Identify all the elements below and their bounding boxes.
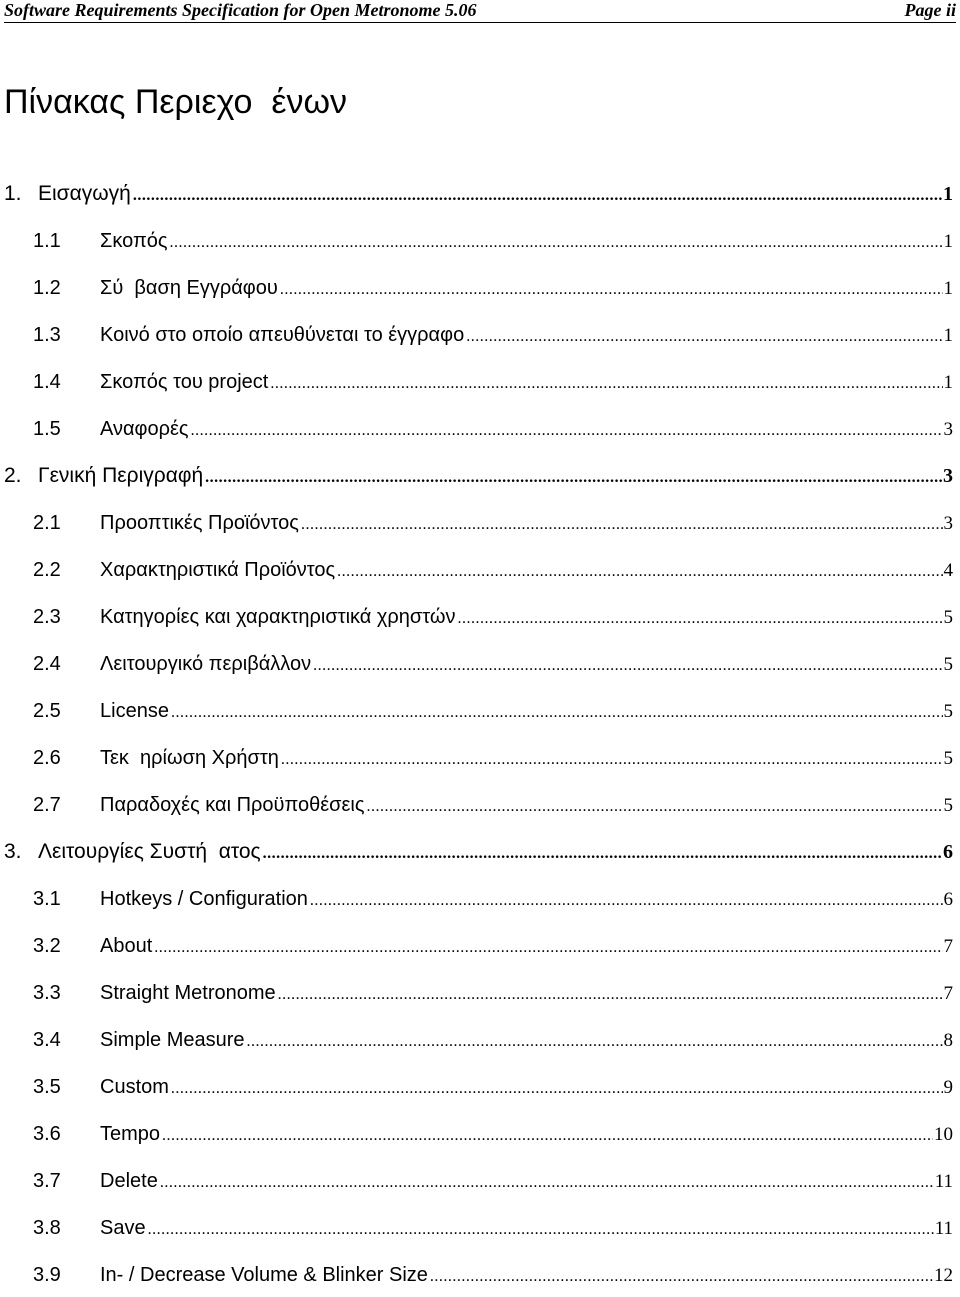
- toc-dot-leader: [428, 1261, 933, 1293]
- toc-entry[interactable]: [0, 601, 960, 633]
- toc-dot-leader: [311, 650, 942, 682]
- toc-entry-line: [100, 1212, 953, 1244]
- toc-entry[interactable]: [0, 554, 960, 586]
- toc-entry-page: 5: [943, 795, 953, 816]
- toc-dot-leader: [308, 885, 943, 917]
- toc-entry-number: 1.2: [33, 277, 61, 299]
- toc-entry-page: 1: [943, 372, 953, 393]
- toc-entry-number: 2.7: [33, 794, 61, 816]
- toc-dot-leader: [169, 697, 943, 729]
- toc-dot-leader: [158, 1167, 934, 1199]
- toc-dot-leader: [189, 415, 943, 447]
- toc-entry-title: Προοπτικές Προϊόντος: [100, 512, 299, 534]
- toc-entry-page: 3: [943, 513, 953, 534]
- toc-entry-number: 3.6: [33, 1123, 61, 1145]
- toc-entry-page: 8: [943, 1030, 953, 1051]
- toc-dot-leader: [146, 1214, 934, 1246]
- toc-entry[interactable]: [0, 930, 960, 962]
- toc-entry-line: [100, 1118, 953, 1150]
- toc-entry[interactable]: [0, 1024, 960, 1056]
- toc-dot-leader: [245, 1026, 943, 1058]
- toc-entry-page: 5: [943, 654, 953, 675]
- toc-entry-line: [100, 366, 953, 398]
- toc-entry-page: 11: [934, 1171, 953, 1192]
- toc-entry-line: [100, 319, 953, 351]
- toc-entry-line: [100, 883, 953, 915]
- toc-entry-page: 3: [943, 465, 953, 487]
- toc-entry-line: [100, 1024, 953, 1056]
- toc-entry[interactable]: [0, 507, 960, 539]
- toc-entry-title: Τεκ ηρίωση Χρήστη: [100, 747, 279, 769]
- document-title: Software Requirements Specification for Open Metronome 5.06: [4, 0, 477, 20]
- toc-entry-number: 3.3: [33, 982, 61, 1004]
- toc-dot-leader: [268, 368, 942, 400]
- toc-dot-leader: [335, 556, 942, 588]
- toc-entry-title: Simple Measure: [100, 1029, 245, 1051]
- page-header: [4, 0, 956, 23]
- toc-entry-title: Χαρακτηριστικά Προϊόντος: [100, 559, 336, 581]
- toc-entry-page: 5: [943, 748, 953, 769]
- toc-entry-number: 3.2: [33, 935, 61, 957]
- toc-entry-line: [38, 178, 953, 210]
- toc-entry-page: 6: [943, 889, 953, 910]
- toc-entry-line: [100, 977, 953, 1009]
- toc-entry-title: Λειτουργίες Συστή ατος: [38, 840, 261, 863]
- toc-entry[interactable]: [0, 460, 960, 492]
- toc-entry-number: 3.4: [33, 1029, 61, 1051]
- toc-dot-leader: [279, 744, 943, 776]
- toc-dot-leader: [131, 180, 942, 212]
- toc-entry-page: 11: [934, 1218, 953, 1239]
- toc-heading: Πίνακας Περιεχο ένων: [4, 83, 348, 121]
- toc-entry[interactable]: [0, 1212, 960, 1244]
- toc-entry-line: [100, 742, 953, 774]
- toc-entry-title: Save: [100, 1217, 146, 1239]
- toc-entry-page: 1: [943, 231, 953, 252]
- toc-entry-title: License: [100, 700, 169, 722]
- toc-entry-line: [100, 225, 953, 257]
- toc-entry-page: 5: [943, 607, 953, 628]
- toc-dot-leader: [168, 227, 943, 259]
- toc-entry-number: 3.7: [33, 1170, 61, 1192]
- toc-entry-title: Εισαγωγή: [38, 182, 131, 205]
- toc-entry[interactable]: [0, 272, 960, 304]
- toc-entry-line: [100, 789, 953, 821]
- toc-entry-line: [100, 554, 953, 586]
- toc-entry-title: Tempo: [100, 1123, 161, 1145]
- toc-entry-title: Αναφορές: [100, 418, 189, 440]
- toc-entry-number: 1.3: [33, 324, 61, 346]
- toc-entry[interactable]: [0, 836, 960, 868]
- toc-entry-page: 10: [934, 1124, 953, 1145]
- toc-entry-line: [100, 272, 953, 304]
- toc-entry-line: [100, 1165, 953, 1197]
- toc-entry-title: About: [100, 935, 153, 957]
- toc-entry-title: Κοινό στο οποίο απευθύνεται το έγγραφο: [100, 324, 465, 346]
- toc-entry-title: Κατηγορίες και χαρακτηριστικά χρηστών: [100, 606, 456, 628]
- toc-dot-leader: [152, 932, 942, 964]
- toc-entry-line: [100, 930, 953, 962]
- toc-dot-leader: [276, 979, 943, 1011]
- toc-entry[interactable]: [0, 225, 960, 257]
- toc-entry-page: 12: [934, 1265, 953, 1286]
- toc-entry-line: [100, 695, 953, 727]
- toc-entry-line: [100, 1259, 953, 1291]
- toc-entry[interactable]: [0, 648, 960, 680]
- toc-entry-number: 2.3: [33, 606, 61, 628]
- toc-entry-title: Straight Metronome: [100, 982, 276, 1004]
- toc-entry-line: [38, 460, 953, 492]
- toc-entry[interactable]: [0, 883, 960, 915]
- toc-entry-number: 1.4: [33, 371, 61, 393]
- toc-entry[interactable]: [0, 977, 960, 1009]
- toc-entry-title: Hotkeys / Configuration: [100, 888, 308, 910]
- toc-entry-title: Σκοπός του project: [100, 371, 269, 393]
- toc-entry[interactable]: [0, 1071, 960, 1103]
- toc-entry-number: 1.1: [33, 230, 61, 252]
- toc-entry-page: 1: [943, 278, 953, 299]
- toc-entry-line: [100, 507, 953, 539]
- toc-dot-leader: [203, 462, 942, 494]
- toc-entry-number: 1.5: [33, 418, 61, 440]
- toc-entry-page: 1: [943, 183, 953, 205]
- toc-entry-line: [100, 1071, 953, 1103]
- toc-entry-title: In- / Decrease Volume & Blinker Size: [100, 1264, 428, 1286]
- toc-entry-number: 3.1: [33, 888, 61, 910]
- page-number: Page ii: [904, 0, 956, 20]
- toc-entry[interactable]: [0, 742, 960, 774]
- toc-entry[interactable]: [0, 319, 960, 351]
- toc-entry-number: 2.2: [33, 559, 61, 581]
- toc-entry-line: [100, 648, 953, 680]
- toc-entry-number: 1.: [4, 182, 22, 205]
- toc-entry-title: Σύ βαση Εγγράφου: [100, 277, 278, 299]
- toc-entry-number: 3.5: [33, 1076, 61, 1098]
- toc-entry-title: Custom: [100, 1076, 169, 1098]
- toc-entry-title: Σκοπός: [100, 230, 168, 252]
- toc-entry-page: 4: [943, 560, 953, 581]
- toc-entry-number: 2.4: [33, 653, 61, 675]
- toc-entry-number: 2.5: [33, 700, 61, 722]
- toc-entry-page: 7: [943, 983, 953, 1004]
- toc-entry-title: Παραδοχές και Προϋποθέσεις: [100, 794, 365, 816]
- toc-dot-leader: [278, 274, 943, 306]
- toc-entry-number: 3.: [4, 840, 22, 863]
- toc-entry-page: 1: [943, 325, 953, 346]
- toc-entry-title: Γενική Περιγραφή: [38, 464, 204, 487]
- toc-entry-title: Λειτουργικό περιβάλλον: [100, 653, 312, 675]
- toc-entry-number: 3.8: [33, 1217, 61, 1239]
- toc-dot-leader: [299, 509, 943, 541]
- toc-dot-leader: [160, 1120, 933, 1152]
- toc-entry-page: 3: [943, 419, 953, 440]
- toc-entry-number: 2.: [4, 464, 22, 487]
- toc-dot-leader: [365, 791, 943, 823]
- toc-dot-leader: [261, 838, 942, 870]
- toc-entry-line: [100, 413, 953, 445]
- toc-entry-line: [38, 836, 953, 868]
- toc-entry[interactable]: [0, 695, 960, 727]
- toc-entry-title: Delete: [100, 1170, 158, 1192]
- toc-entry-line: [100, 601, 953, 633]
- toc-entry[interactable]: [0, 789, 960, 821]
- toc-entry[interactable]: [0, 1165, 960, 1197]
- toc-entry-number: 2.1: [33, 512, 61, 534]
- toc-dot-leader: [464, 321, 942, 353]
- toc-entry[interactable]: [0, 1259, 960, 1291]
- toc-entry[interactable]: [0, 178, 960, 210]
- toc-dot-leader: [169, 1073, 943, 1105]
- toc-entry[interactable]: [0, 1118, 960, 1150]
- toc-entry-page: 9: [943, 1077, 953, 1098]
- toc-entry[interactable]: [0, 413, 960, 445]
- toc-entry-page: 6: [943, 841, 953, 863]
- toc-entry[interactable]: [0, 366, 960, 398]
- toc-dot-leader: [456, 603, 943, 635]
- toc-entry-page: 5: [943, 701, 953, 722]
- toc-entry-page: 7: [943, 936, 953, 957]
- toc-entry-number: 2.6: [33, 747, 61, 769]
- toc-entry-number: 3.9: [33, 1264, 61, 1286]
